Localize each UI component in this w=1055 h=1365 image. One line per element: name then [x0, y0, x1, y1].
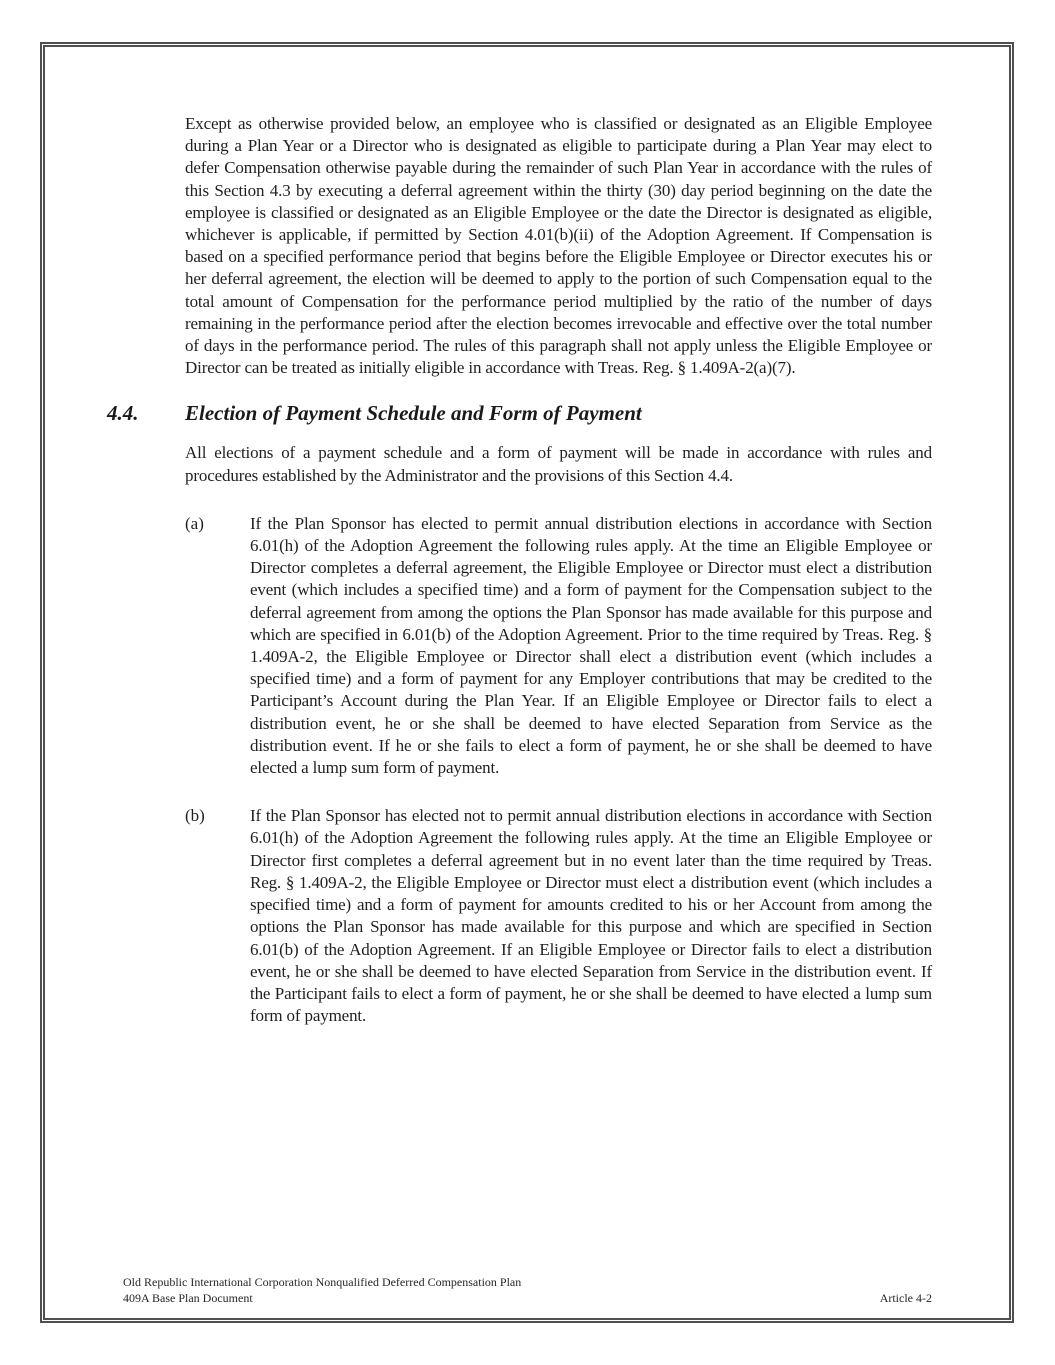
- list-item-b: [185, 805, 932, 1027]
- footer-document-info: [123, 1275, 521, 1306]
- footer-document-name: 409A Base Plan Document: [123, 1290, 253, 1305]
- document-content: [107, 113, 932, 1053]
- page-footer: [123, 1275, 932, 1306]
- list-item-a: [185, 513, 932, 779]
- item-label-a: (a): [185, 513, 204, 533]
- section-title: Election of Payment Schedule and Form of Payment: [185, 401, 642, 426]
- section-number: 4.4.: [107, 401, 139, 426]
- footer-plan-name: Old Republic International Corporation Nonqualified Deferred Compensation Plan: [123, 1275, 522, 1289]
- body-paragraph: Except as otherwise provided below, an employee who is classified or designated as an Eligible Employee during a Plan Year or a Director who is designated as eligible to participate during a Plan Year may elect to defer Compensation otherwise payable during the remainder of such Plan Year in accordance with the rules of this Section 4.3 by executing a deferral agreement within the thirty (30) day period beginning on the date the employee is classified or designated as an Eligible Employee or the date the Director is designated as eligible, whichever is applicable, if permitted by Section 4.01(b)(ii) of the Adoption Agreement. If Compensation is based on a specified performance period that begins before the Eligible Employee or Director executes his or her deferral agreement, the election will be deemed to apply to the portion of such Compensation equal to the total amount of Compensation for the performance period multiplied by the ratio of the number of days remaining in the performance period after the election becomes irrevocable and effective over the total number of days in the performance period. The rules of this paragraph shall not apply unless the Eligible Employee or Director can be treated as initially eligible in accordance with Treas. Reg. § 1.409A-2(a)(7).: [185, 114, 932, 378]
- footer-page-label: Article 4-2: [879, 1290, 932, 1305]
- page-border-frame: [40, 42, 1014, 1323]
- item-body-a: If the Plan Sponsor has elected to permit annual distribution elections in accordance with Section 6.01(h) of the Adoption Agreement the following rules apply. At the time an Eligible Employee or Director completes a deferral agreement, the Eligible Employee or Director must elect a distribution event (which includes a specified time) and a form of payment for the Compensation subject to the deferral agreement from among the options the Plan Sponsor has made available for this purpose and which are specified in 6.01(b) of the Adoption Agreement. Prior to the time required by Treas. Reg. § 1.409A-2, the Eligible Employee or Director shall elect a distribution event (which includes a specified time) and a form of payment for any Employer contributions that may be credited to the Participant’s Account during the Plan Year. If an Eligible Employee or Director fails to elect a distribution event, he or she shall be deemed to have elected Separation from Service as the distribution event. If he or she fails to elect a form of payment, he or she shall be deemed to have elected a lump sum form of payment.: [250, 513, 932, 778]
- item-body-b: If the Plan Sponsor has elected not to permit annual distribution elections in accordance with Section 6.01(h) of the Adoption Agreement the following rules apply. At the time an Eligible Employee or Director first completes a deferral agreement but in no event later than the time required by Treas. Reg. § 1.409A-2, the Eligible Employee or Director must elect a distribution event (which includes a specified time) and a form of payment for amounts credited to his or her Account from among the options the Plan Sponsor has made available for this purpose and which are specified in Section 6.01(b) of the Adoption Agreement. If an Eligible Employee or Director fails to elect a distribution event, he or she shall be deemed to have elected Separation from Service in the distribution event. If the Participant fails to elect a form of payment, he or she shall be deemed to have elected a lump sum form of payment.: [250, 806, 932, 1026]
- section-intro-paragraph: All elections of a payment schedule and a form of payment will be made in accordance with rules and procedures established by the Administrator and the provisions of this Section 4.4.: [185, 443, 932, 485]
- section-heading: [107, 400, 932, 427]
- item-label-b: (b): [185, 806, 205, 826]
